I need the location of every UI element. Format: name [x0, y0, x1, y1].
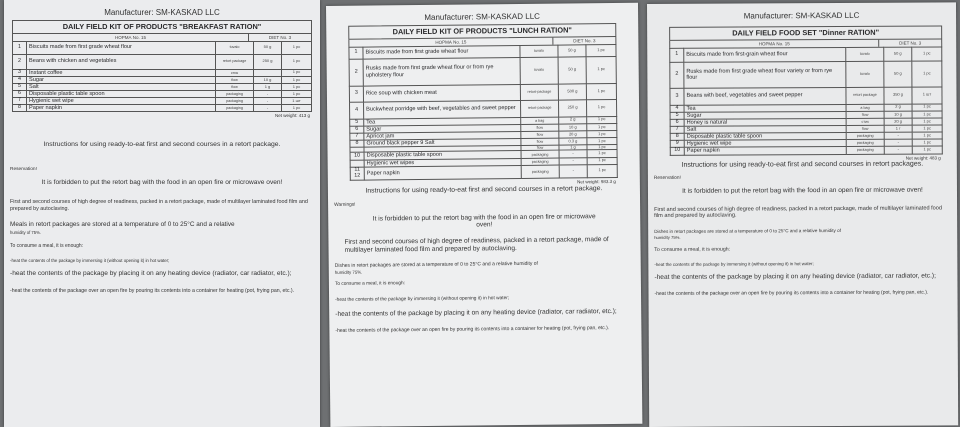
item-quantity: 1 pc [912, 60, 942, 86]
courses-text: First and second courses of high degree of readiness, packed in a retort package, made of multilayer laminated food film and prepared by autoclaving. [344, 236, 609, 255]
reservation-label: Warnings! [334, 202, 356, 208]
item-weight: 20 g [559, 131, 587, 138]
item-number: 10 [670, 148, 684, 155]
item-quantity: 1 pc [587, 164, 617, 177]
step-heating-device: -heat the contents of the package by placing it on any heating device (radiator, car radiator, etc.); [10, 270, 292, 278]
item-number: 9 [670, 141, 684, 148]
table-row [13, 98, 312, 105]
item-packaging: retort-package [520, 84, 558, 100]
net-weight: Net weight: 483 g [905, 154, 941, 161]
item-packaging: packaging [216, 90, 254, 97]
item-quantity: 1 pc [587, 145, 617, 151]
reservation-label: Reservation! [10, 166, 37, 172]
item-quantity: 1 pc [282, 69, 312, 76]
item-product: Sugar [27, 76, 216, 83]
item-packaging: packaging [521, 165, 559, 178]
items-table [12, 41, 312, 113]
warning-text: It is forbidden to put the retort bag with the food in an open fire or microwave oven! [372, 212, 596, 229]
instructions-title: Instructions for using ready-to-eat first and second courses in retort packages. [681, 160, 924, 169]
item-weight: 20 g [884, 118, 912, 125]
table-row [13, 76, 312, 83]
item-quantity: 1 шт [282, 98, 312, 105]
item-weight: - [254, 105, 282, 112]
manufacturer-label: Manufacturer: SM-KASKAD LLC [424, 11, 540, 22]
item-weight: 50 g [558, 44, 586, 56]
norm-diet-row [12, 34, 312, 41]
item-product: Disposable plastic table spoon [684, 133, 846, 141]
item-number: 2 [349, 59, 363, 86]
item-product: Paper napkin [27, 105, 216, 112]
item-quantity: 1 pc [282, 83, 312, 90]
item-product: Disposable plastic table spoon [364, 151, 521, 160]
item-product: Beans with chicken and vegetables [27, 54, 216, 69]
item-number: 3 [349, 86, 363, 102]
item-product: Sugar [684, 111, 846, 119]
item-packaging: tuvalo [520, 57, 558, 84]
item-quantity: 1 pc [586, 99, 616, 116]
item-quantity: 1 pc [587, 137, 617, 144]
item-quantity: 1 pc [587, 116, 617, 123]
item-weight: 500 g [558, 83, 586, 99]
table-row [13, 41, 312, 54]
storage-text: Dishes in retort packages are stored at a temperature of 0 to 25°C and a relative humidity of [334, 260, 538, 270]
item-number: 1 [670, 48, 684, 62]
item-quantity: 1 pc [912, 139, 942, 146]
item-quantity: 1 pc [912, 132, 942, 139]
item-product: Rusks made from first grade wheat flour variety or from rye flour [684, 61, 846, 88]
item-product: Sugar [364, 124, 521, 133]
item-packaging: flow [846, 125, 884, 132]
warning-text: It is forbidden to put the retort bag with the food in an open fire or microwave oven! [41, 179, 283, 187]
item-number: 7 [13, 98, 27, 105]
item-packaging: a bag [521, 117, 559, 125]
consume-heading: To consume a meal, it is enough: [10, 242, 84, 249]
item-packaging: flow [216, 76, 254, 83]
item-number: 3 [13, 69, 27, 76]
items-table [669, 46, 943, 155]
item-packaging: packaging [846, 132, 884, 139]
item-packaging: a bag [846, 104, 884, 111]
consume-heading: To consume a meal, it is enough: [334, 281, 406, 288]
item-weight: 250 g [558, 99, 586, 116]
item-number: 2 [13, 54, 27, 69]
item-product: Honey is natural [684, 118, 846, 126]
table-row [670, 86, 942, 104]
item-weight: - [559, 157, 587, 164]
item-number: 2 [670, 62, 684, 88]
courses-text: First and second courses of high degree of readiness, packed in a retort package, made of multilayer laminated food film and prepared by autoclaving. [654, 205, 943, 220]
item-weight: 250 g [254, 54, 282, 69]
table-row [349, 56, 616, 86]
item-weight: 50 g [558, 56, 586, 83]
table-row [670, 60, 942, 87]
kit-title: DAILY FIELD KIT OF PRODUCTS "BREAKFAST RATION" [12, 20, 312, 34]
item-quantity: 1 pc [282, 90, 312, 97]
item-quantity: 1 pc [586, 44, 616, 56]
item-packaging: retort package [216, 54, 254, 69]
item-quantity: 1 pc [912, 118, 942, 125]
step-immerse: -heat the contents of the package by immersing it (without opening it) in hot water; [654, 260, 814, 267]
item-weight: - [884, 146, 912, 153]
step-heating-device: -heat the contents of the package by placing it on any heating device (radiator, car radiator, etc.); [654, 272, 936, 281]
item-packaging: flow [846, 111, 884, 118]
item-product: Apricot jam [364, 131, 521, 140]
humidity-text: humidity of 75%. [10, 229, 41, 235]
item-product: Buckwheat porridge with beef, vegetables and sweet pepper [364, 100, 521, 119]
breakfast-ration-sheet [4, 0, 320, 427]
humidity-text: humidity 75%. [334, 269, 363, 276]
item-number: 6 [670, 119, 684, 126]
item-packaging: tuvalo [846, 61, 884, 87]
item-quantity: 1 pc [587, 157, 617, 164]
norm-label: НОРМА No. 15 [670, 39, 879, 47]
item-packaging: packaging [521, 151, 559, 159]
humidity-text: humidity 75%. [654, 235, 681, 241]
item-number: 7 [670, 126, 684, 133]
item-quantity: 1 pc [282, 76, 312, 83]
item-product: Instant coffee [27, 69, 216, 76]
item-weight: - [254, 98, 282, 105]
item-product: Paper napkin [684, 147, 846, 155]
item-product: Biscuits made from first-grain wheat flour [684, 47, 846, 62]
item-weight: 2 g [884, 104, 912, 111]
table-row [13, 105, 312, 112]
step-heating-device: -heat the contents of the package by placing it on any heating device (radiator, car radiator, etc.); [335, 307, 617, 318]
item-number: 6 [13, 90, 27, 97]
lunch-ration-sheet [326, 3, 642, 427]
consume-heading: To consume a meal, it is enough: [654, 247, 731, 254]
item-product: Biscuits made from first grade wheat flour [27, 41, 216, 54]
norm-diet-row [669, 39, 942, 47]
table-row [13, 83, 312, 90]
item-packaging: packaging [216, 98, 254, 105]
item-weight: 10 g [559, 123, 587, 130]
norm-label: НОРМА No. 15 [13, 34, 249, 41]
item-packaging: flow [216, 83, 254, 90]
item-quantity: 1 pc [912, 46, 942, 60]
item-weight: 1 g [559, 145, 587, 151]
item-quantity: 1 pc [282, 41, 312, 54]
items-table [348, 43, 617, 180]
item-product: Disposable plastic table spoon [27, 90, 216, 97]
item-quantity: 1 pc [912, 103, 942, 110]
step-immerse: -heat the contents of the package by immersing it (without opening it) in hot water; [10, 257, 170, 263]
item-weight: 50 g [254, 41, 282, 54]
item-number: 1 [13, 41, 27, 54]
courses-text: First and second courses of high degree of readiness, packed in a retort package, made of multilayer laminated food film and prepared by autoclaving. [10, 199, 308, 212]
item-quantity: 1 pc [587, 130, 617, 137]
item-quantity: 1 pc [912, 125, 942, 132]
item-packaging: packaging [846, 147, 884, 154]
item-number: 4 [13, 76, 27, 83]
item-number: 11 12 [350, 167, 364, 180]
item-product: Rice soup with chicken meat [363, 84, 520, 102]
item-quantity: 1 pc [587, 123, 617, 130]
item-packaging: retort package [846, 87, 884, 104]
item-quantity: 1 pc [586, 83, 616, 99]
table-row [13, 90, 312, 97]
item-number: 10 [350, 153, 364, 160]
dinner-ration-sheet [647, 2, 958, 427]
table-row [13, 54, 312, 69]
item-packaging: tuvalo [520, 45, 558, 57]
item-packaging: tuvalo [216, 41, 254, 54]
table-row [670, 46, 942, 61]
norm-label: НОРМА No. 15 [349, 37, 553, 46]
item-quantity: 1 pc [282, 54, 312, 69]
diet-label: DIET No. 3 [268, 34, 292, 40]
item-weight: - [254, 90, 282, 97]
item-packaging: flow [521, 124, 559, 132]
step-immerse: -heat the contents of the package by immersing it (without opening it) in hot water; [335, 296, 510, 304]
reservation-label: Reservation! [653, 175, 681, 181]
item-number: 8 [670, 133, 684, 140]
item-number: 1 [349, 47, 363, 59]
diet-label: DIET No. 3 [899, 40, 922, 46]
item-weight: 50 g [884, 61, 912, 87]
item-number: 8 [13, 105, 27, 112]
manufacturer-label: Manufacturer: SM-KASKAD LLC [743, 10, 860, 21]
item-number: 5 [350, 119, 364, 126]
item-quantity: 1 pc [282, 105, 312, 112]
item-packaging: tuvalo [846, 47, 884, 61]
item-weight: - [884, 139, 912, 146]
item-number: 3 [670, 88, 684, 105]
item-weight: 50 g [884, 47, 912, 61]
kit-title: DAILY FIELD KIT OF PRODUCTS "LUNCH RATION" [348, 23, 616, 39]
step-open-fire: -heat the contents of the package over an open fire by pouring its contents into a container for heating (pot, frying pan, etc.). [335, 324, 610, 334]
item-number: 7 [350, 133, 364, 140]
item-weight: 10 g [884, 111, 912, 118]
item-product: Paper napkin [364, 165, 521, 180]
item-packaging: flow [521, 131, 559, 139]
table-row [670, 146, 942, 155]
item-number: 8 [350, 140, 364, 147]
item-weight [254, 69, 282, 76]
item-packaging: flow [521, 138, 559, 146]
storage-text: Meals in retort packages are stored at a temperature of 0 to 25°C and a relative [10, 221, 235, 229]
item-packaging: retort-package [520, 100, 558, 117]
item-weight: 10 g [254, 76, 282, 83]
item-product: Salt [27, 83, 216, 90]
warning-text: It is forbidden to put the retort bag with the food in an open fire or microwave oven! [682, 186, 923, 195]
manufacturer-label: Manufacturer: SM-KASKAD LLC [104, 8, 220, 17]
table-row [350, 164, 617, 180]
item-packaging: flow [521, 145, 559, 151]
item-packaging: стик [216, 69, 254, 76]
kit-title: DAILY FIELD FOOD SET "Dinner RATION" [669, 25, 942, 40]
item-weight: 0.3 g [559, 138, 587, 145]
item-weight: - [884, 132, 912, 139]
item-weight: 350 g [884, 87, 912, 104]
item-quantity: 1 pc [912, 111, 942, 118]
instructions-title: Instructions for using ready-to-eat first and second courses in a retort package. [365, 184, 603, 195]
item-packaging: стик [846, 118, 884, 125]
item-number: 5 [670, 112, 684, 119]
storage-text: Dishes in retort packages are stored at a temperature of 0 to 25°C and a relative humidity of [654, 227, 841, 234]
item-product: Beans with beef, vegetables and sweet pepper [684, 87, 846, 105]
net-weight: Net weight: 983.3 g [577, 178, 616, 185]
item-number: 5 [13, 83, 27, 90]
item-quantity: 1 pc [587, 150, 617, 157]
item-weight: 1 g [254, 83, 282, 90]
item-product: Hygienic wet wipe [27, 98, 216, 105]
item-number: 4 [350, 102, 364, 119]
item-weight: 2 g [559, 116, 587, 123]
item-quantity: 1 шт [912, 86, 942, 103]
item-weight: - [559, 150, 587, 157]
step-open-fire: -heat the contents of the package over an open fire by pouring its contents into a container for heating (pot, frying pan, etc.). [10, 288, 295, 295]
net-weight: Net weight: 413 g [274, 113, 310, 119]
item-weight: 1 г [884, 125, 912, 132]
item-packaging: packaging [216, 105, 254, 112]
item-quantity: 1 pc [586, 56, 616, 83]
item-packaging: packaging [521, 158, 559, 166]
item-number: 6 [350, 126, 364, 133]
item-quantity: 1 pc [912, 146, 942, 153]
step-open-fire: -heat the contents of the package over an open fire by pouring its contents into a container for heating (pot, frying pan, etc.). [654, 289, 929, 297]
item-product: Salt [684, 125, 846, 133]
item-packaging: packaging [846, 139, 884, 146]
item-product: Tea [364, 117, 521, 126]
item-weight: - [559, 165, 587, 178]
item-product: Rusks made from first grade wheat flour or from rye upholstery flour [363, 57, 520, 86]
item-product: Biscuits made from first grade wheat flour [363, 45, 520, 59]
item-product: Hygienic wet wipes [364, 158, 521, 167]
table-row [13, 69, 312, 76]
item-product: Tea [684, 104, 846, 112]
diet-label: DIET No. 3 [573, 37, 596, 43]
item-number: 4 [670, 105, 684, 112]
item-product: Ground black pepper 9 Salt [364, 138, 521, 147]
item-product: Hygienic wet wipe [684, 140, 846, 148]
instructions-title: Instructions for using ready-to-eat first and second courses in a retort package. [43, 141, 281, 149]
